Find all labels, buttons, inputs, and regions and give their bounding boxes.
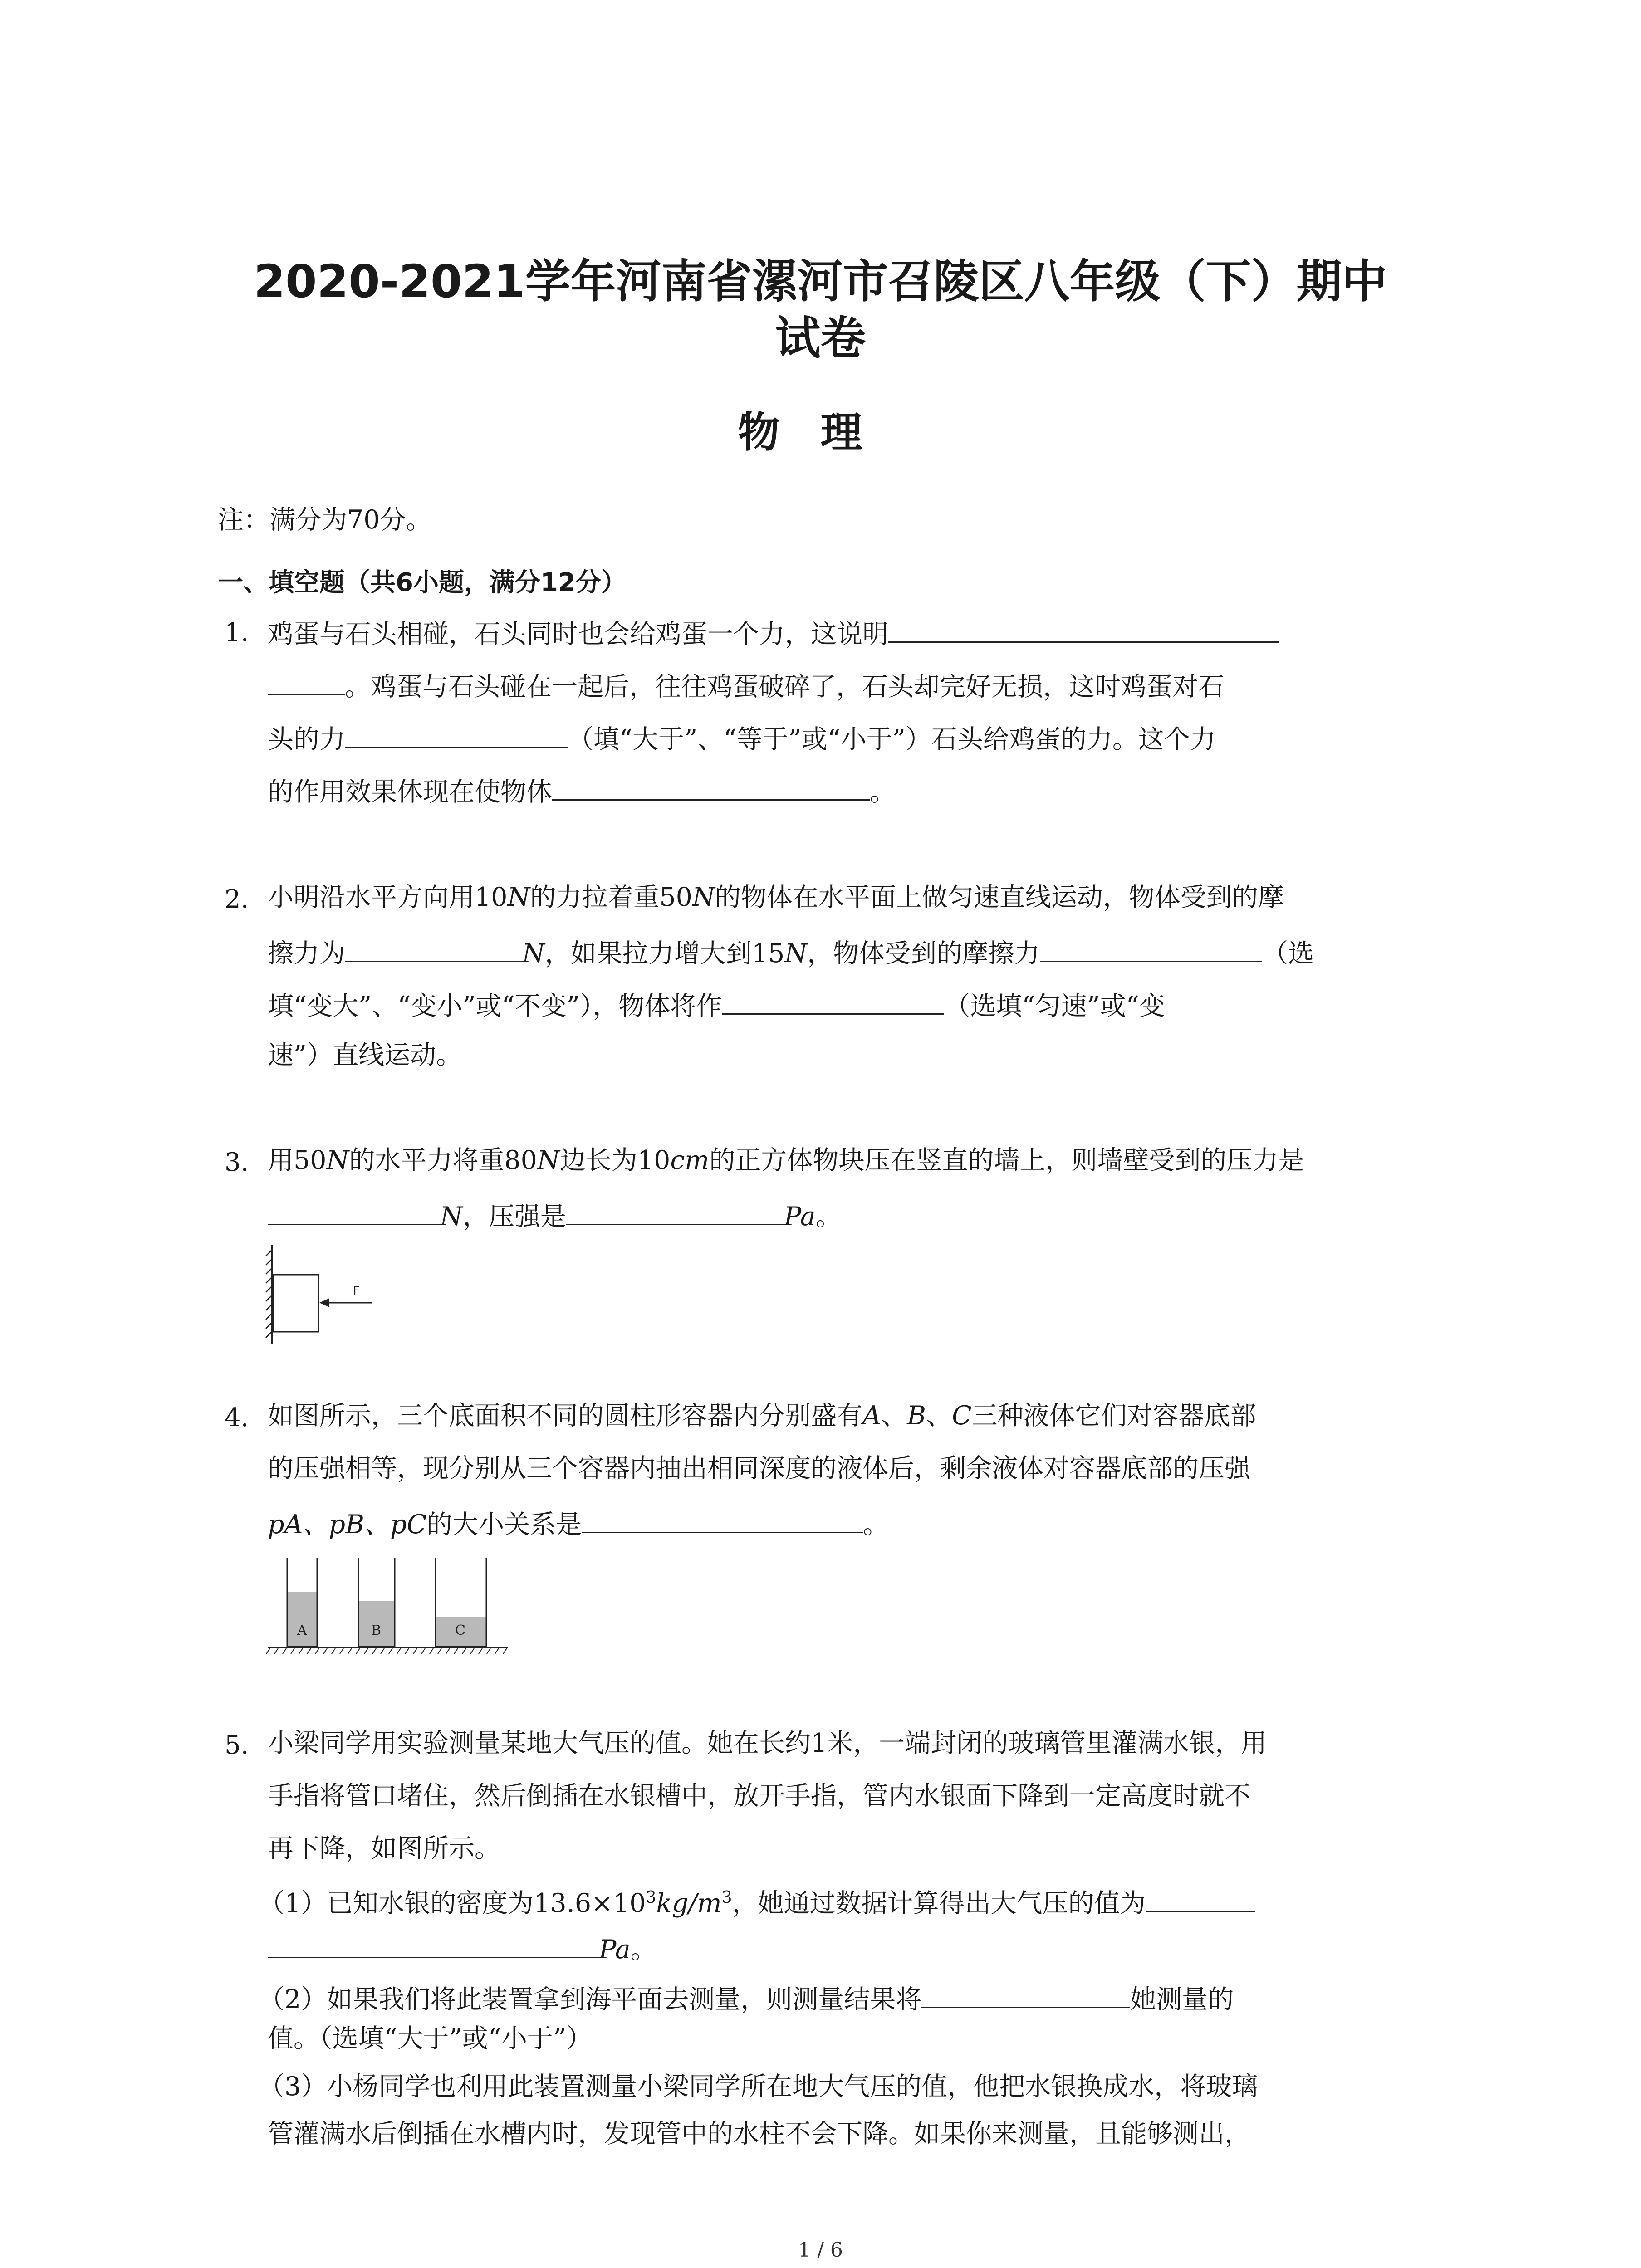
question-text: 手指将管口堵住，然后倒插在水银槽中，放开手指，管内水银面下降到一定高度时就不	[268, 1781, 1250, 1811]
unit-N: N	[537, 1145, 560, 1175]
unit-density: kg/m	[656, 1888, 722, 1918]
answer-blank[interactable]	[268, 670, 345, 695]
unit-N: N	[507, 882, 530, 912]
question-text: 边长为10	[559, 1145, 671, 1175]
question-number: 3.	[225, 1148, 249, 1177]
question-text: ，她通过数据计算得出大气压的值为	[732, 1888, 1146, 1918]
unit-cm: cm	[670, 1145, 710, 1175]
question-text: （填“大于”、“等于”或“小于”）石头给鸡蛋的力。这个力	[568, 724, 1216, 754]
unit-N: N	[692, 882, 715, 912]
label-C: C	[952, 1401, 972, 1431]
answer-blank[interactable]	[921, 1983, 1130, 2008]
question-text: 三种液体它们对容器底部	[971, 1401, 1256, 1431]
question-text: 值。（选填“大于”或“小于”）	[268, 2024, 593, 2053]
question-text: ，物体受到的摩擦力	[807, 938, 1040, 968]
question-text: 速”）直线运动。	[268, 1040, 462, 1070]
question-text: （2）如果我们将此装置拿到海平面去测量，则测量结果将	[259, 1984, 922, 2014]
answer-blank[interactable]	[566, 1200, 784, 1225]
unit-N: N	[522, 938, 545, 968]
question-text: 。	[863, 1510, 889, 1540]
answer-blank[interactable]	[582, 1508, 863, 1533]
superscript: 3	[721, 1888, 732, 1907]
question-number: 4.	[225, 1403, 249, 1432]
container-label: C	[455, 1623, 465, 1638]
label-B: B	[907, 1401, 926, 1431]
unit-Pa: Pa	[599, 1935, 631, 1965]
question-text: 的水平力将重80	[349, 1145, 537, 1175]
question-text: 头的力	[268, 724, 345, 754]
answer-blank[interactable]	[268, 1933, 599, 1958]
answer-blank[interactable]	[722, 990, 944, 1015]
page-title-line1: 2020-2021学年河南省漯河市召陵区八年级（下）期中	[254, 255, 1387, 308]
question-text: 、	[926, 1401, 952, 1431]
unit-N: N	[326, 1145, 349, 1175]
unit-N: N	[784, 938, 808, 968]
question-text: 擦力为	[268, 938, 345, 968]
question-text: ，如果拉力增大到15	[544, 938, 785, 968]
containers-figure	[265, 1556, 515, 1665]
answer-blank[interactable]	[345, 723, 568, 748]
question-text: （选填“匀速”或“变	[944, 991, 1165, 1021]
answer-blank[interactable]	[552, 776, 870, 801]
question-text: 。	[630, 1935, 656, 1965]
question-number: 5.	[225, 1730, 249, 1760]
question-text: 她测量的	[1130, 1984, 1234, 2014]
question-text: 的作用效果体现在使物体	[268, 777, 552, 807]
question-text: （选	[1262, 938, 1314, 968]
question-text: （3）小杨同学也利用此装置测量小梁同学所在地大气压的值，他把水银换成水，将玻璃	[259, 2072, 1258, 2102]
superscript: 3	[646, 1888, 656, 1907]
unit-N: N	[440, 1202, 463, 1232]
section-heading: 一、填空题（共6小题，满分12分）	[218, 568, 627, 597]
score-note: 注：满分为70分。	[218, 505, 432, 535]
question-text: ，压强是	[462, 1202, 566, 1232]
subject-title: 物理	[738, 408, 903, 457]
answer-blank[interactable]	[1146, 1887, 1255, 1912]
question-number: 2.	[225, 885, 249, 914]
question-text: 的物体在水平面上做匀速直线运动，物体受到的摩	[715, 882, 1284, 912]
question-text: 。	[870, 777, 896, 807]
container-label: B	[371, 1623, 382, 1638]
question-text: 管灌满水后倒插在水槽内时，发现管中的水柱不会下降。如果你来测量，且能够测出，	[268, 2119, 1250, 2149]
question-text: 填“变大”、“变小”或“不变”），物体将作	[268, 991, 722, 1021]
answer-blank[interactable]	[268, 1200, 440, 1225]
question-text: 、	[881, 1401, 907, 1431]
question-text: 。鸡蛋与石头碰在一起后，往往鸡蛋破碎了，石头却完好无损，这时鸡蛋对石	[345, 672, 1224, 702]
label-A: A	[862, 1401, 882, 1431]
question-number: 1.	[225, 618, 249, 647]
force-label: F	[353, 1284, 360, 1298]
question-text: 如图所示，三个底面积不同的圆柱形容器内分别盛有	[268, 1401, 862, 1431]
question-text: 的正方体物块压在竖直的墙上，则墙壁受到的压力是	[709, 1145, 1304, 1175]
question-text: 的压强相等，现分别从三个容器内抽出相同深度的液体后，剩余液体对容器底部的压强	[268, 1453, 1250, 1483]
question-text: 。	[815, 1202, 842, 1232]
question-text: 小梁同学用实验测量某地大气压的值。她在长约1米，一端封闭的玻璃管里灌满水银，用	[268, 1728, 1267, 1758]
page-number: 1 / 6	[798, 2239, 843, 2262]
question-text: 再下降，如图所示。	[268, 1833, 500, 1863]
wall-block-figure	[263, 1243, 390, 1347]
question-text: 用50	[268, 1145, 327, 1175]
question-text: 小明沿水平方向用10	[268, 882, 508, 912]
question-text: （1）已知水银的密度为13.6×10	[259, 1888, 646, 1918]
question-text: 的大小关系是	[426, 1510, 582, 1540]
answer-blank[interactable]	[888, 618, 1279, 643]
question-text: 鸡蛋与石头相碰，石头同时也会给鸡蛋一个力，这说明	[268, 619, 888, 649]
unit-Pa: Pa	[784, 1202, 816, 1232]
question-text: 的力拉着重50	[530, 882, 692, 912]
answer-blank[interactable]	[345, 937, 522, 962]
answer-blank[interactable]	[1040, 937, 1262, 962]
pressure-symbols: pA、pB、pC	[268, 1510, 427, 1540]
container-label: A	[297, 1623, 307, 1638]
page-title-line2: 试卷	[775, 312, 866, 365]
